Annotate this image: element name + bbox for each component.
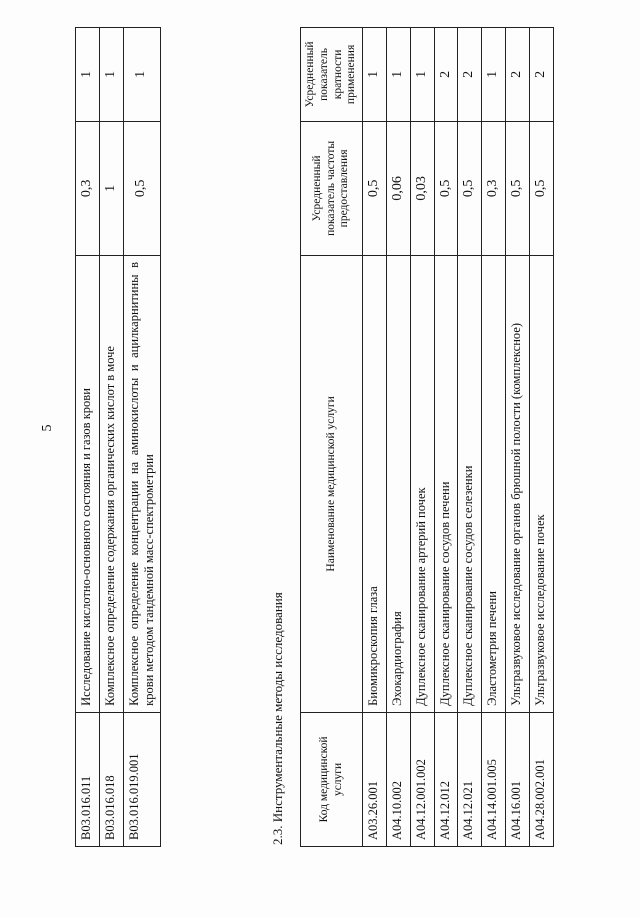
cell-multiplicity: 1 (363, 28, 387, 122)
cell-name: Эхокардиография (386, 255, 410, 712)
cell-name: Комплексное определение содержания органических кислот в моче (99, 255, 123, 712)
table-row (363, 28, 387, 847)
cell-name: Исследование кислотно-основного состояния и газов крови (76, 255, 100, 712)
table-row (434, 28, 458, 847)
cell-code: A04.12.021 (458, 712, 482, 846)
cell-multiplicity: 1 (99, 28, 123, 122)
cell-multiplicity: 1 (410, 28, 434, 122)
table-row (76, 28, 100, 847)
table-header-row (301, 28, 363, 847)
cell-multiplicity: 2 (458, 28, 482, 122)
cell-frequency: 0,3 (76, 121, 100, 255)
page-number: 5 (40, 424, 55, 432)
cell-frequency: 0,5 (505, 121, 529, 255)
cell-frequency: 0,5 (434, 121, 458, 255)
header-name: Наименование медицинской услуги (301, 255, 363, 712)
table-row (410, 28, 434, 847)
section-title: 2.3. Инструментальные методы исследования (270, 592, 285, 845)
cell-frequency: 1 (99, 121, 123, 255)
table-row (386, 28, 410, 847)
cell-code: A04.12.001.002 (410, 712, 434, 846)
cell-code: B03.016.018 (99, 712, 123, 846)
cell-name: Ультразвуковое исследование органов брюшной полости (комплексное) (505, 255, 529, 712)
table-row (482, 28, 506, 847)
cell-name: Дуплексное сканирование сосудов селезенки (458, 255, 482, 712)
cell-frequency: 0,5 (123, 121, 160, 255)
cell-code: A04.28.002.001 (529, 712, 553, 846)
cell-multiplicity: 1 (123, 28, 160, 122)
cell-multiplicity: 1 (482, 28, 506, 122)
header-multiplicity: Усредненный показатель кратности применения (301, 28, 363, 122)
cell-frequency: 0,06 (386, 121, 410, 255)
cell-multiplicity: 1 (386, 28, 410, 122)
cell-name: Биомикроскопия глаза (363, 255, 387, 712)
table-row (99, 28, 123, 847)
cell-code: B03.016.011 (76, 712, 100, 846)
cell-code: B03.016.019.001 (123, 712, 160, 846)
table-row (505, 28, 529, 847)
cell-code: A03.26.001 (363, 712, 387, 846)
cell-name: Эластометрия печени (482, 255, 506, 712)
instrumental-methods-table (300, 27, 554, 847)
cell-code: A04.10.002 (386, 712, 410, 846)
cell-code: A04.16.001 (505, 712, 529, 846)
cell-multiplicity: 2 (529, 28, 553, 122)
cell-frequency: 0,5 (363, 121, 387, 255)
cell-frequency: 0,5 (529, 121, 553, 255)
table-row (529, 28, 553, 847)
cell-name: Ультразвуковое исследование почек (529, 255, 553, 712)
cell-frequency: 0,03 (410, 121, 434, 255)
cell-name: Дуплексное сканирование сосудов печени (434, 255, 458, 712)
cell-code: A04.12.012 (434, 712, 458, 846)
cell-frequency: 0,3 (482, 121, 506, 255)
cell-frequency: 0,5 (458, 121, 482, 255)
header-code: Код медицинской услуги (301, 712, 363, 846)
lab-tests-table (75, 27, 161, 847)
cell-code: A04.14.001.005 (482, 712, 506, 846)
cell-multiplicity: 1 (76, 28, 100, 122)
cell-multiplicity: 2 (434, 28, 458, 122)
header-frequency: Усредненный показатель частоты предоставления (301, 121, 363, 255)
cell-name: Комплексное определение концентрации на аминокислоты и ацилкарнитины в крови методом тандемной масс-спектрометрии (123, 255, 160, 712)
cell-multiplicity: 2 (505, 28, 529, 122)
table-row (123, 28, 160, 847)
table-row (458, 28, 482, 847)
cell-name: Дуплексное сканирование артерий почек (410, 255, 434, 712)
